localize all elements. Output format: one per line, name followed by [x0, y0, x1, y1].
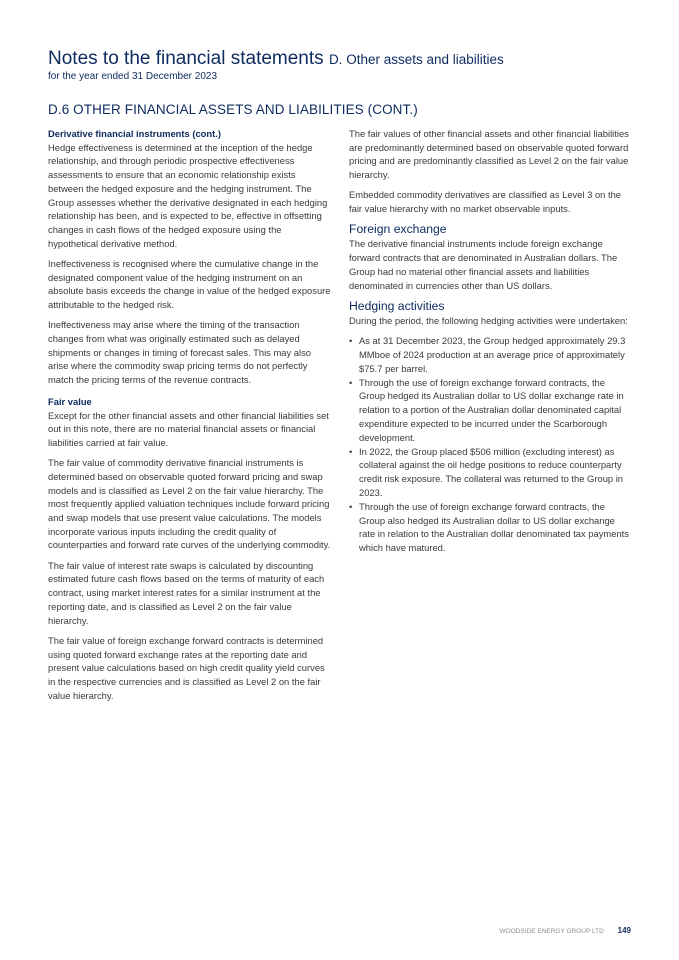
paragraph: Hedge effectiveness is determined at the inception of the hedge relationship, and through periodic prospective effectiveness assessments to ensure that an economic relationship exists between the hedged exposure and the hedging instrument. The Group assesses whether the derivative designated in each hedging relationship has been, and is expected to be, effective in offsetting changes in cash flows of the hedged exposure using the hypothetical derivative method.	[48, 141, 328, 249]
left-column	[48, 127, 332, 709]
bullet-icon: •	[349, 445, 353, 457]
paragraph: The fair value of foreign exchange forward contracts is determined using quoted forward exchange rates at the reporting date and present value calculations based on high credit quality yield curves in the respective currencies and is classified as Level 2 on the fair value hierarchy.	[48, 634, 325, 701]
paragraph: The derivative financial instruments include foreign exchange forward contracts that are denominated in Australian dollars. The Group had no material other financial assets and liabilities denominated in currencies other than US dollars.	[349, 238, 618, 291]
paragraph: During the period, the following hedging activities were undertaken:	[349, 314, 628, 326]
reporting-period: for the year ended 31 December 2023	[48, 71, 217, 82]
list-item	[349, 445, 633, 500]
bullet-icon: •	[349, 335, 353, 347]
paragraph: Ineffectiveness is recognised where the cumulative change in the designated component value of the hedging instrument on an absolute basis exceeds the change in value of the hedged exposure attributable to the hedged risk.	[48, 257, 331, 311]
page-footer	[499, 926, 631, 935]
paragraph: Ineffectiveness may arise where the timing of the transaction changes from what was originally estimated such as delayed shipments or changes in timing of forecast sales. This may also arise where the commodity swap pricing terms do not perfectly match the pricing terms of the revenue contracts.	[48, 319, 311, 386]
paragraph: The fair values of other financial assets and other financial liabilities are predominantly determined based on observable quoted forward pricing and are predominantly classified as Level 2 on the fair value hierarchy.	[349, 128, 629, 181]
paragraph: Except for the other financial assets and other financial liabilities set out in this note, there are no material financial assets or financial liabilities carried at fair value.	[48, 409, 329, 448]
heading-foreign-exchange: Foreign exchange	[349, 222, 447, 237]
list-item-text: As at 31 December 2023, the Group hedged approximately 29.3 MMboe of 2024 production at an average price of approximately $75.7 per barrel.	[359, 335, 626, 374]
page-title-section: D. Other assets and liabilities	[328, 52, 504, 67]
paragraph: Embedded commodity derivatives are classified as Level 3 on the fair value hierarchy with no market observable inputs.	[349, 189, 622, 215]
page-title	[48, 48, 639, 71]
page-header	[48, 48, 639, 83]
list-item-text: In 2022, the Group placed $506 million (excluding interest) as collateral against the oil hedge positions to reduce counterparty credit risk exposure. The collateral was returned to the Group in 2023.	[359, 445, 624, 498]
list-item	[349, 376, 633, 445]
list-item-text: Through the use of foreign exchange forward contracts, the Group also hedged its Australian dollar to US dollar exchange rate in relation to the Australian dollar denominated tax payments which have matured.	[359, 501, 629, 554]
page-number: 149	[617, 926, 631, 935]
heading-derivative-instruments: Derivative financial instruments (cont.)	[48, 128, 221, 139]
section-title: D.6 OTHER FINANCIAL ASSETS AND LIABILITIES (CONT.)	[48, 102, 418, 117]
bullet-icon: •	[349, 501, 353, 513]
right-column	[349, 127, 633, 555]
list-item	[349, 334, 633, 375]
list-item	[349, 500, 633, 555]
paragraph: The fair value of interest rate swaps is calculated by discounting estimated future cash flows based on the terms of maturity of each contract, using market interest rates for a similar instrument at the reporting date, and is classified as Level 2 on the fair value hierarchy.	[48, 559, 325, 626]
bullet-icon: •	[349, 376, 353, 388]
list-item-text: Through the use of foreign exchange forward contracts, the Group hedged its Australian dollar to US dollar exchange rate in relation to a portion of the Australian dollar denominated capital expenditure expected to be incurred under the Scarborough development.	[359, 376, 624, 443]
heading-fair-value: Fair value	[48, 395, 92, 407]
paragraph: The fair value of commodity derivative financial instruments is determined based on observable quoted forward pricing and swap models and is classified as Level 2 on the fair value hierarchy. The most frequently applied valuation techniques include forward pricing and swap models that use present value calculations. The models incorporate various inputs including the credit quality of counterparties and forward rate curves of the underlying commodity.	[48, 457, 331, 551]
hedging-list	[349, 334, 633, 555]
heading-hedging-activities: Hedging activities	[349, 298, 445, 313]
page-title-main: Notes to the financial statements	[48, 48, 324, 69]
footer-company: WOODSIDE ENERGY GROUP LTD	[499, 928, 604, 935]
